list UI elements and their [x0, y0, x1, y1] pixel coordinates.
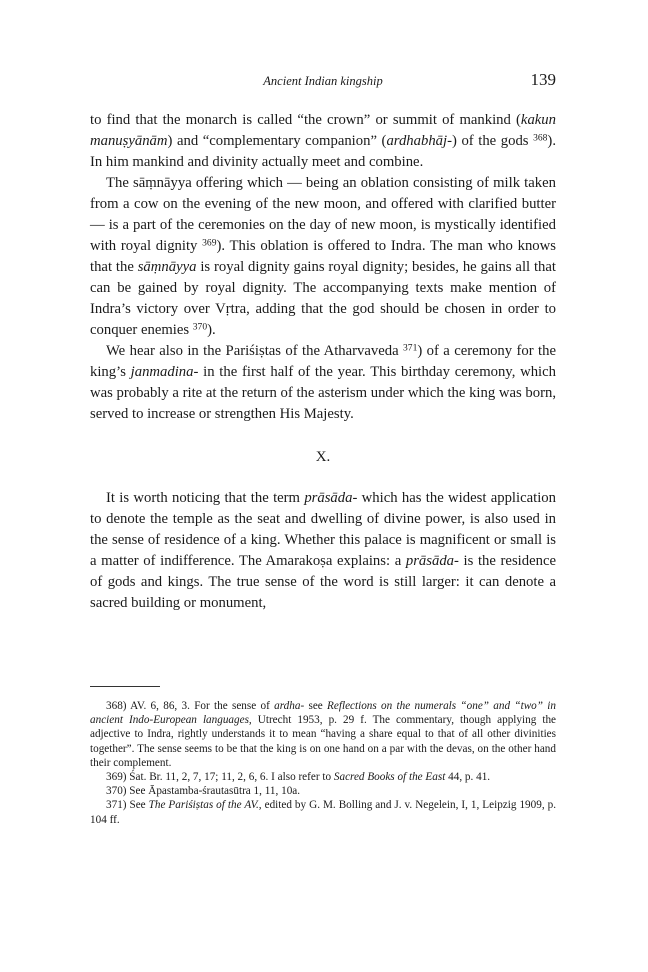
footnote-ref: 369 — [202, 237, 217, 249]
footnote — [90, 784, 556, 798]
italic-text: ardha- — [274, 700, 305, 712]
footnote-ref: 370 — [192, 321, 208, 333]
text-run: It is worth noticing that the term — [106, 490, 305, 506]
paragraph — [90, 341, 556, 425]
page — [90, 70, 556, 827]
footnotes — [90, 699, 556, 827]
italic-text: Sacred Books of the East — [333, 771, 446, 784]
text-run: We hear also in the Pariśiṣtas of the Atharvaveda — [106, 343, 404, 359]
text-run: see — [304, 700, 328, 712]
footnote-rule — [90, 686, 160, 687]
italic-text: prāsāda- — [304, 490, 358, 506]
italic-text: ardhabhāj- — [386, 133, 452, 149]
section-heading: X. — [315, 449, 331, 465]
running-title: Ancient Indian kingship — [263, 74, 383, 88]
italic-text: janmadina- — [130, 364, 199, 380]
footnote — [90, 770, 556, 784]
text-run: ). In him mankind and divinity actually meet and combine. — [90, 133, 556, 170]
text-run: ). — [207, 322, 216, 338]
text-run: Utrecht 1953, p. 29 f. The commentary, though applying the adjective to Indra, rightly understands it to mean “having a share equal to that of all other divinities together”. The sense seems to be that the king is on one hand on a par with the devas, on the other hand their complement. — [90, 714, 557, 769]
footnote — [90, 699, 556, 770]
footnote-ref: 371 — [403, 342, 418, 354]
text-run: ). This oblation is offered to Indra. The man who knows that the — [90, 238, 556, 275]
text-run: is royal dignity gains royal dignity; besides, he gains all that can be gained by royal dignity. The accompanying texts make mention of Indra’s victory over Vṛtra, adding that the god should be chosen in order to conquer enemies — [90, 259, 557, 338]
text-run: 44, p. 41. — [445, 771, 491, 784]
running-head — [90, 70, 556, 94]
text-run: 371) See — [106, 799, 149, 812]
italic-text: prāsāda- — [405, 553, 459, 569]
text-run: ) and “complementary companion” ( — [167, 133, 387, 149]
text-run: 368) AV. 6, 86, 3. For the sense of — [106, 700, 275, 712]
text-run: which has the widest application to denote the temple as the seat and dwelling of divine power, is also used in the sense of residence of a king. Whether this palace is magnificent or small is a matter of indifference. The Amarakoṣa explains: a — [90, 490, 556, 569]
text-run: ) of a ceremony for the king’s — [90, 343, 556, 380]
text-run: is the residence of gods and kings. The true sense of the word is still larger: it can denote a sacred building or monument, — [90, 553, 556, 611]
footnote — [90, 798, 556, 826]
italic-text: kakun manuṣyānām — [90, 112, 556, 149]
italic-text: Reflections on the numerals “one” and “two” in ancient Indo-European languages, — [90, 700, 556, 727]
text-run: in the first half of the year. This birthday ceremony, which was probably a rite at the return of the asterism under which the king was born, served to increase or strengthen His Majesty. — [90, 364, 556, 422]
text-run: to find that the monarch is called “the crown” or summit of mankind ( — [90, 112, 521, 128]
paragraph — [90, 173, 556, 341]
page-number: 139 — [530, 70, 556, 89]
paragraph — [90, 110, 556, 173]
text-run: 369) Śat. Br. 11, 2, 7, 17; 11, 2, 6, 6. I also refer to — [106, 771, 334, 784]
paragraph — [90, 488, 556, 614]
italic-text: sāṃnāyya — [137, 259, 197, 275]
footnote-ref: 368 — [533, 132, 548, 144]
text-run: 370) See Āpastamba-śrautasūtra 1, 11, 10a. — [106, 785, 301, 798]
text-run: edited by G. M. Bolling and J. v. Negelein, I, 1, Leipzig 1909, p. 104 ff. — [90, 799, 556, 826]
body-text — [90, 110, 556, 614]
text-run: The sāṃnāyya offering which — being an oblation consisting of milk taken from a cow on the evening of the new moon, and offered with clarified butter — is a part of the ceremonies on the day of new moon, is mystically identified with royal dignity — [90, 175, 556, 254]
italic-text: The Pariśiṣtas of the AV., — [148, 799, 262, 812]
text-run: ) of the gods — [452, 133, 534, 149]
